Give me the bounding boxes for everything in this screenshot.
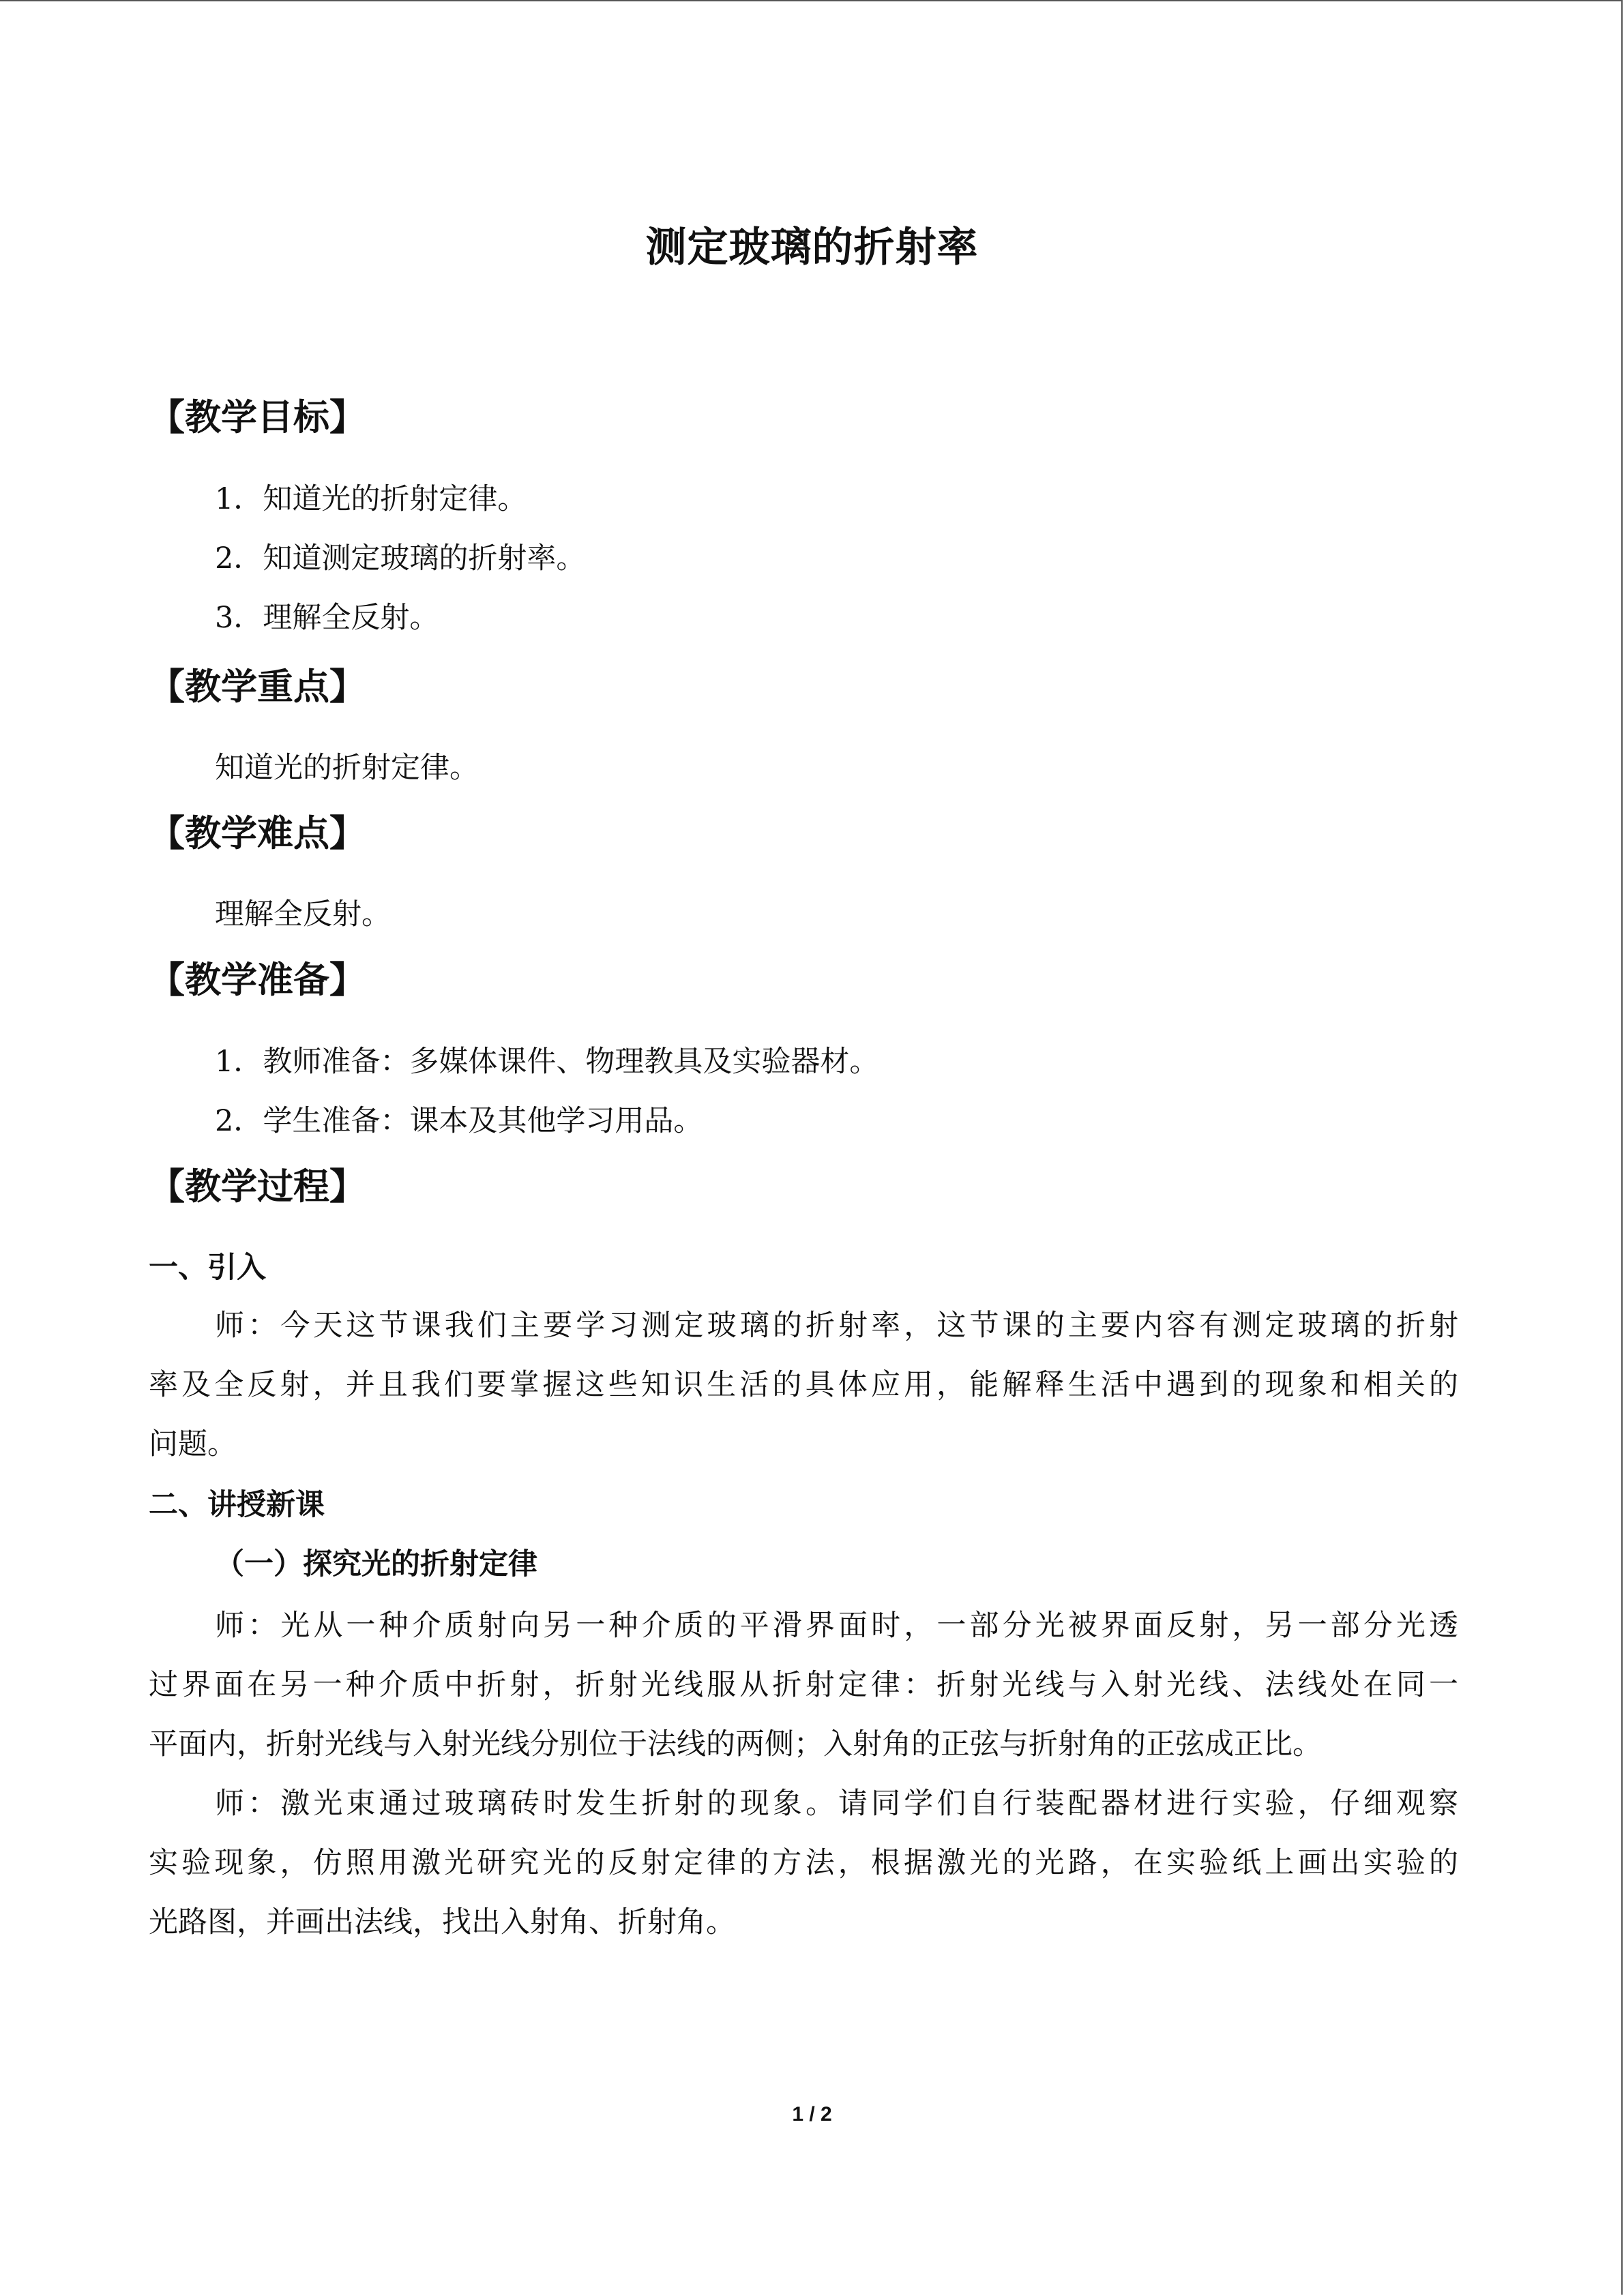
section-intro-heading: 一、引入 (149, 1251, 266, 1285)
heading-teaching-goals: 【教学目标】 (149, 397, 366, 438)
intro-line-1: 师：今天这节课我们主要学习测定玻璃的折射率，这节课的主要内容有测定玻璃的折射 (215, 1309, 1458, 1343)
lesson-para2-line-1: 师：激光束通过玻璃砖时发生折射的现象。请同学们自行装配器材进行实验，仔细观察 (215, 1787, 1458, 1821)
page-number: 1 / 2 (792, 2103, 832, 2126)
subsection-refraction-law-heading: （一）探究光的折射定律 (215, 1547, 537, 1581)
heading-process: 【教学过程】 (149, 1166, 366, 1208)
goal-item-3: 3．理解全反射。 (215, 601, 439, 635)
intro-line-3: 问题。 (149, 1427, 237, 1461)
lesson-para1-line-1: 师：光从一种介质射向另一种介质的平滑界面时，一部分光被界面反射，另一部分光透 (215, 1609, 1458, 1643)
lesson-para2-line-3: 光路图，并画出法线，找出入射角、折射角。 (149, 1905, 735, 1939)
preparation-item-1: 1．教师准备：多媒体课件、物理教具及实验器材。 (215, 1045, 879, 1079)
key-points-text: 知道光的折射定律。 (215, 751, 479, 785)
heading-difficulties: 【教学难点】 (149, 813, 366, 854)
lesson-para2-line-2: 实验现象，仿照用激光研究光的反射定律的方法，根据激光的光路，在实验纸上画出实验的 (149, 1846, 1458, 1880)
section-new-lesson-heading: 二、讲授新课 (149, 1488, 325, 1522)
difficulties-text: 理解全反射。 (215, 897, 391, 931)
heading-preparation: 【教学准备】 (149, 959, 366, 1001)
goal-item-2: 2．知道测定玻璃的折射率。 (215, 541, 586, 576)
heading-key-points: 【教学重点】 (149, 666, 366, 708)
goal-item-1: 1．知道光的折射定律。 (215, 482, 527, 516)
intro-line-2: 率及全反射，并且我们要掌握这些知识生活的具体应用，能解释生活中遇到的现象和相关的 (149, 1368, 1458, 1402)
lesson-para1-line-2: 过界面在另一种介质中折射，折射光线服从折射定律：折射光线与入射光线、法线处在同一 (149, 1668, 1458, 1702)
document-title: 测定玻璃的折射率 (645, 224, 979, 271)
lesson-para1-line-3: 平面内，折射光线与入射光线分别位于法线的两侧；入射角的正弦与折射角的正弦成正比。 (149, 1727, 1322, 1761)
preparation-item-2: 2．学生准备：课本及其他学习用品。 (215, 1104, 703, 1138)
